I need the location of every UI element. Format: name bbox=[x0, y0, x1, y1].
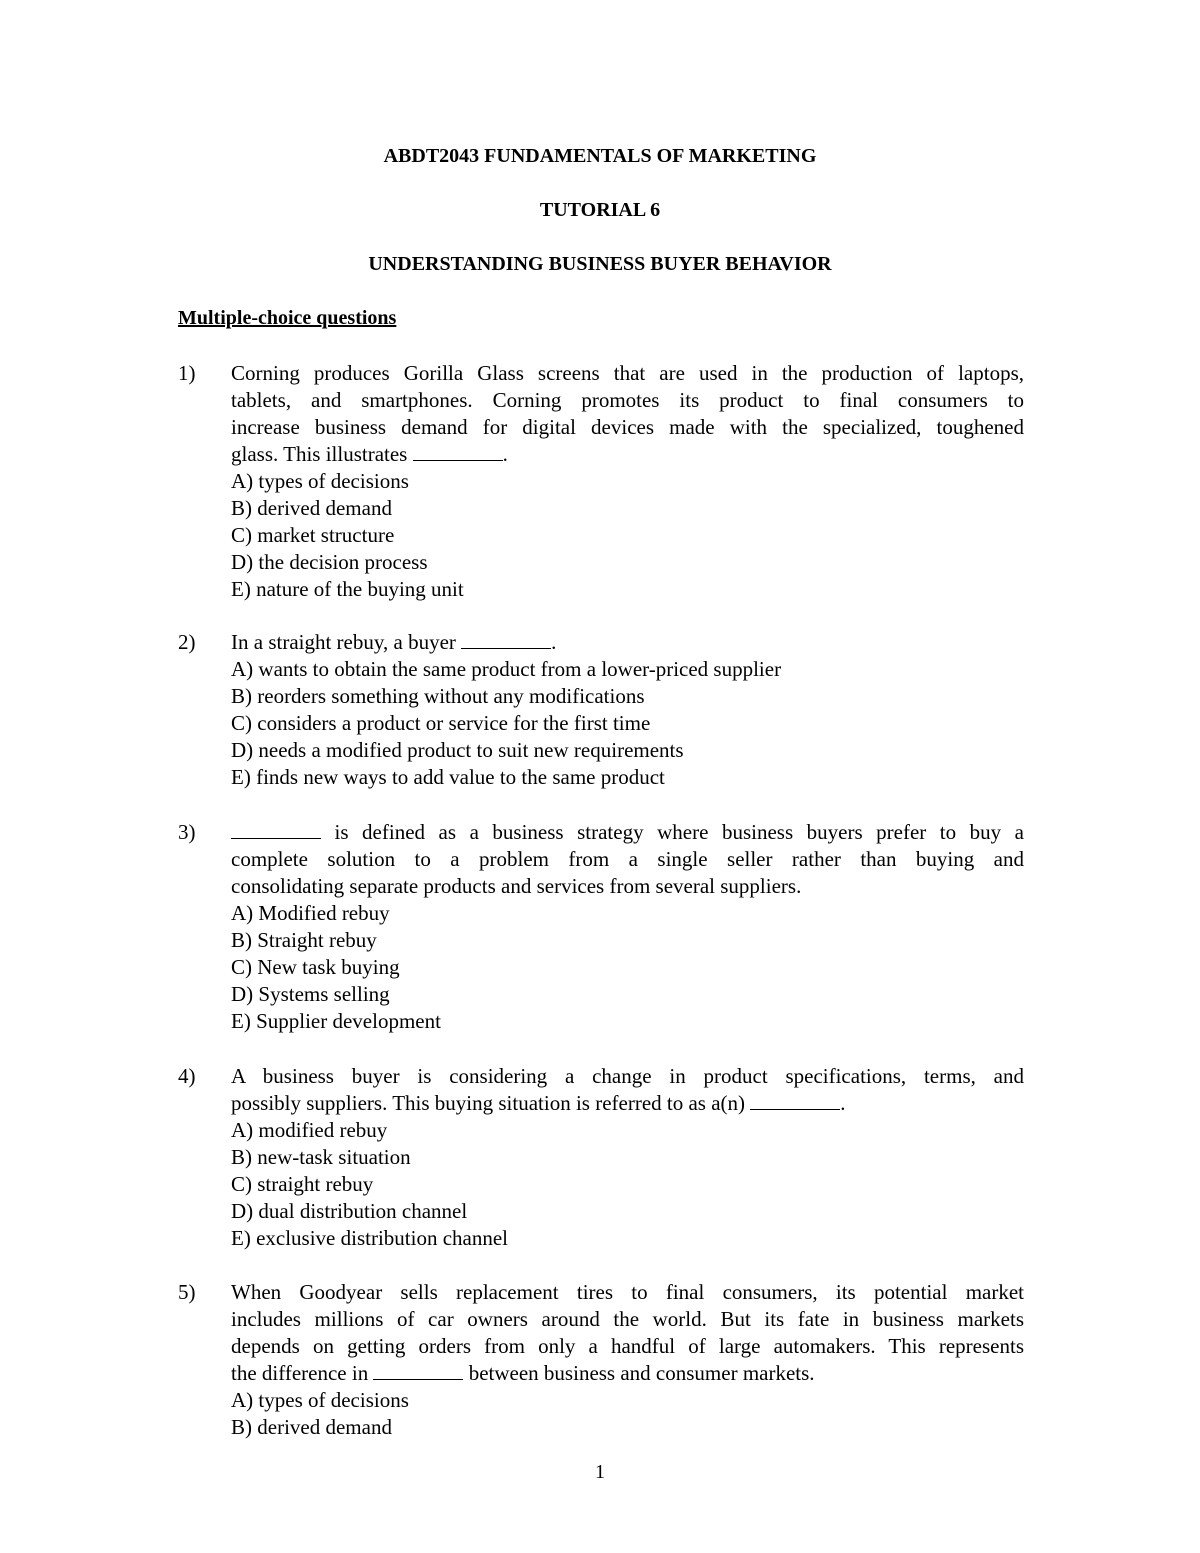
question-stem-line: increase business demand for digital devices made with the specialized, toughened bbox=[231, 415, 1024, 439]
answer-option: A) Modified rebuy bbox=[231, 901, 390, 925]
answer-option: C) market structure bbox=[231, 523, 395, 547]
question-stem-line bbox=[231, 1090, 1024, 1117]
question-stem-line: includes millions of car owners around the world. But its fate in business markets bbox=[231, 1307, 1024, 1331]
answer-blank bbox=[461, 630, 551, 649]
answer-option: D) needs a modified product to suit new requirements bbox=[231, 738, 684, 762]
answer-blank bbox=[231, 820, 321, 839]
answer-option: A) types of decisions bbox=[231, 469, 409, 493]
question-body bbox=[231, 360, 1024, 603]
answer-option: E) Supplier development bbox=[231, 1009, 441, 1033]
answer-option: E) finds new ways to add value to the same product bbox=[231, 765, 665, 789]
page-number: 1 bbox=[595, 1461, 605, 1483]
answer-option: B) derived demand bbox=[231, 1415, 392, 1439]
stem-tail: between business and consumer markets. bbox=[468, 1361, 815, 1385]
question-body bbox=[231, 1063, 1024, 1252]
section-heading: Multiple-choice questions bbox=[178, 307, 397, 329]
answer-option: B) new-task situation bbox=[231, 1145, 411, 1169]
answer-option: A) wants to obtain the same product from a lower-priced supplier bbox=[231, 657, 782, 681]
answer-blank bbox=[750, 1091, 840, 1110]
question-number: 4) bbox=[178, 1064, 196, 1088]
answer-option: D) dual distribution channel bbox=[231, 1199, 468, 1223]
answer-blank bbox=[373, 1361, 463, 1380]
answer-option: E) exclusive distribution channel bbox=[231, 1226, 509, 1250]
question-body bbox=[231, 1279, 1024, 1441]
stem-tail: . bbox=[551, 630, 557, 654]
question-number: 1) bbox=[178, 361, 196, 385]
question-number: 2) bbox=[178, 630, 196, 654]
question-stem-line: Corning produces Gorilla Glass screens that are used in the production of laptops, bbox=[231, 361, 1024, 385]
stem-text: is defined as a business strategy where business buyers prefer to buy a bbox=[334, 820, 1024, 844]
question-number: 3) bbox=[178, 820, 196, 844]
question-stem-line bbox=[231, 629, 1024, 656]
question-stem-line: depends on getting orders from only a handful of large automakers. This represents bbox=[231, 1334, 1024, 1358]
course-title: ABDT2043 FUNDAMENTALS OF MARKETING bbox=[383, 145, 817, 167]
answer-option: D) the decision process bbox=[231, 550, 428, 574]
question-stem-line bbox=[231, 1360, 1024, 1387]
question-body bbox=[231, 629, 1024, 791]
stem-tail: . bbox=[840, 1091, 846, 1115]
topic-title: UNDERSTANDING BUSINESS BUYER BEHAVIOR bbox=[368, 253, 832, 275]
answer-option: B) derived demand bbox=[231, 496, 392, 520]
question-number: 5) bbox=[178, 1280, 196, 1304]
stem-tail: . bbox=[502, 442, 508, 466]
question-stem-line: When Goodyear sells replacement tires to final consumers, its potential market bbox=[231, 1280, 1024, 1304]
stem-text: possibly suppliers. This buying situation is referred to as a(n) bbox=[231, 1091, 746, 1115]
question-stem-line: complete solution to a problem from a single seller rather than buying and bbox=[231, 847, 1024, 871]
stem-text: the difference in bbox=[231, 1361, 369, 1385]
answer-option: C) straight rebuy bbox=[231, 1172, 374, 1196]
answer-option: D) Systems selling bbox=[231, 982, 390, 1006]
question-stem-line bbox=[231, 441, 1024, 468]
answer-option: B) reorders something without any modifications bbox=[231, 684, 645, 708]
answer-option: A) types of decisions bbox=[231, 1388, 409, 1412]
answer-blank bbox=[413, 442, 503, 461]
question-stem-line: consolidating separate products and services from several suppliers. bbox=[231, 874, 802, 898]
answer-option: B) Straight rebuy bbox=[231, 928, 377, 952]
answer-option: E) nature of the buying unit bbox=[231, 577, 464, 601]
stem-text: In a straight rebuy, a buyer bbox=[231, 630, 456, 654]
answer-option: C) New task buying bbox=[231, 955, 400, 979]
tutorial-title: TUTORIAL 6 bbox=[539, 199, 661, 221]
question-stem-line: tablets, and smartphones. Corning promotes its product to final consumers to bbox=[231, 388, 1024, 412]
answer-option: C) considers a product or service for the first time bbox=[231, 711, 651, 735]
stem-text: glass. This illustrates bbox=[231, 442, 408, 466]
question-stem-line: A business buyer is considering a change in product specifications, terms, and bbox=[231, 1064, 1024, 1088]
question-stem-line bbox=[231, 819, 1024, 846]
question-body bbox=[231, 819, 1024, 1035]
answer-option: A) modified rebuy bbox=[231, 1118, 388, 1142]
